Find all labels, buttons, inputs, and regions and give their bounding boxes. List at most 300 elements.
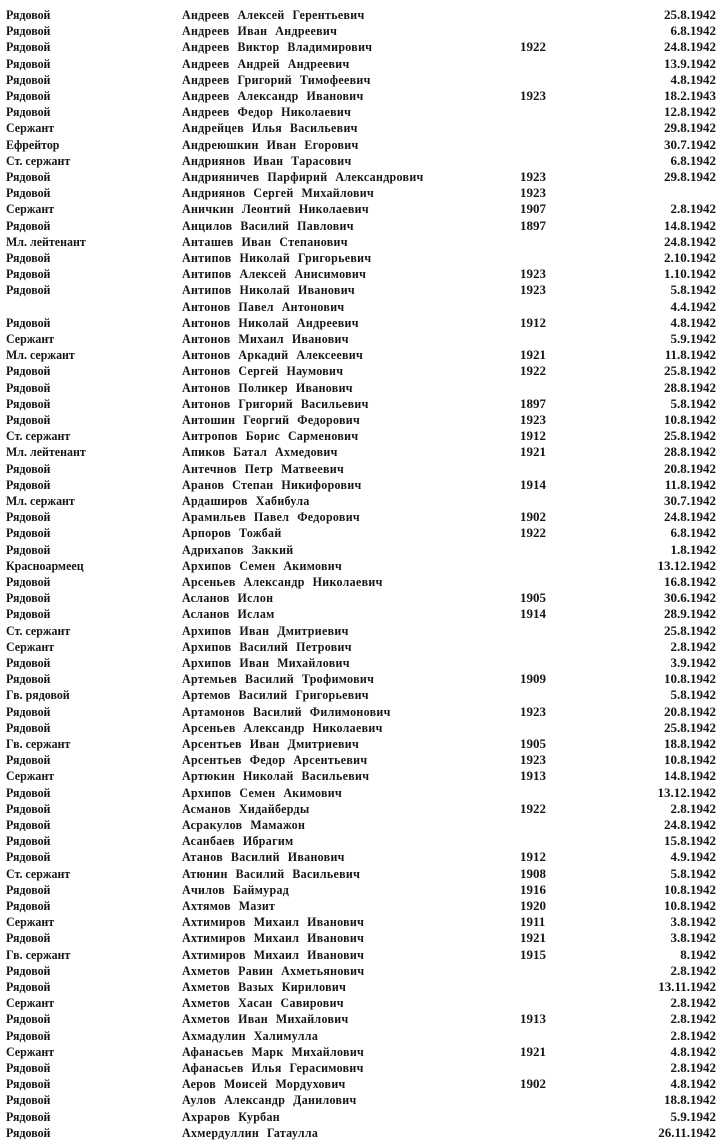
list-row [0,801,723,817]
date-cell: 10.8.1942 [664,671,716,687]
date-cell: 2.8.1942 [670,201,716,217]
year-cell: 1913 [520,768,546,784]
list-row [0,72,723,88]
name-cell: Анташев Иван Степанович [182,233,348,249]
list-row [0,995,723,1011]
list-row [0,704,723,720]
rank-cell: Рядовой [6,250,51,265]
name-cell: Арсентьев Иван Дмитриевич [182,736,360,751]
list-row [0,898,723,914]
year-cell: 1923 [520,703,546,719]
date-cell: 13.12.1942 [657,557,716,573]
list-row [0,1109,723,1125]
year-cell: 1912 [520,428,546,444]
year-cell: 1907 [520,201,546,217]
date-cell: 2.8.1942 [670,995,716,1011]
year-cell: 1923 [520,266,546,282]
list-row [0,315,723,331]
name-cell: Антипов Алексей Анисимович [182,266,367,282]
date-cell: 2.8.1942 [670,962,716,978]
name-cell: Андреев Алексей Герентьевич [182,7,365,22]
list-row [0,120,723,136]
name-cell: Ахраров Курбан [182,1108,281,1124]
name-cell: Арсеньев Александр Николаевич [182,574,383,589]
list-row [0,461,723,477]
list-row [0,1028,723,1044]
name-cell: Антонов Аркадий Алексеевич [182,347,364,363]
rank-cell: Ст. сержант [6,152,71,168]
list-row [0,558,723,574]
name-cell: Ахметов Вазых Кирилович [182,979,347,994]
name-cell: Ахмадулин Халимулла [182,1027,319,1043]
name-cell: Антечнов Петр Матвеевич [182,460,345,476]
rank-cell: Красноармеец [6,557,84,573]
list-row [0,914,723,930]
name-cell: Ахтимиров Михаил Иванович [182,930,365,946]
name-cell: Атюнин Василий Васильевич [182,865,361,881]
rank-cell: Ефрейтор [6,136,60,152]
name-cell: Андреев Александр Иванович [182,88,364,103]
name-cell: Асанбаев Ибрагим [182,833,294,849]
list-row [0,201,723,217]
rank-cell: Рядовой [6,800,51,816]
year-cell: 1922 [520,39,546,55]
name-cell: Ардаширов Хабибула [182,493,310,508]
name-cell: Андреев Андрей Андреевич [182,55,350,71]
name-cell: Атанов Василий Иванович [182,849,345,865]
list-row [0,477,723,493]
year-cell: 1922 [520,800,546,816]
list-row [0,833,723,849]
year-cell: 1908 [520,865,546,881]
list-row [0,493,723,509]
list-row [0,590,723,606]
rank-cell: Рядовой [6,55,51,71]
date-cell: 25.8.1942 [664,363,716,379]
name-cell: Адрихапов Заккий [182,541,294,557]
date-cell: 25.8.1942 [664,719,716,735]
date-cell: 11.8.1942 [664,476,716,492]
rank-cell: Рядовой [6,784,51,800]
list-row [0,88,723,104]
name-cell: Аулов Александр Данилович [182,1092,357,1108]
name-cell: Ахметов Хасан Савирович [182,995,344,1011]
year-cell: 1920 [520,898,546,913]
name-cell: Арпоров Тожбай [182,525,282,541]
date-cell: 4.9.1942 [670,849,716,865]
date-cell: 13.11.1942 [658,979,716,994]
rank-cell: Рядовой [6,509,51,525]
date-cell: 4.4.1942 [670,298,716,314]
list-row [0,671,723,687]
name-cell: Артамонов Василий Филимонович [182,703,391,719]
list-row [0,282,723,298]
date-cell: 2.8.1942 [670,1060,716,1075]
year-cell: 1922 [520,363,546,379]
name-cell: Андрияничев Парфирий Александрович [182,169,424,184]
rank-cell: Рядовой [6,412,51,427]
year-cell: 1923 [520,169,546,184]
list-row [0,866,723,882]
rank-cell: Рядовой [6,525,51,541]
name-cell: Антропов Борис Сарменович [182,428,359,444]
list-row [0,1092,723,1108]
name-cell: Андреев Григорий Тимофеевич [182,71,371,87]
year-cell: 1921 [520,930,546,946]
year-cell: 1911 [520,914,546,930]
year-cell: 1922 [520,525,546,541]
rank-cell: Рядовой [6,282,51,298]
rank-cell: Мл. лейтенант [6,444,86,460]
name-cell: Антонов Поликер Иванович [182,379,353,395]
date-cell: 24.8.1942 [664,509,716,525]
year-cell: 1923 [520,185,546,201]
rank-cell: Рядовой [6,703,51,719]
list-row [0,525,723,541]
list-row [0,655,723,671]
rank-cell: Рядовой [6,1076,51,1092]
rank-cell: Рядовой [6,671,51,687]
rank-cell: Мл. сержант [6,493,75,508]
name-cell: Анцилов Василий Павлович [182,217,354,233]
date-cell: 13.9.1942 [664,55,716,71]
list-row [0,1011,723,1027]
list-row [0,412,723,428]
date-cell: 4.8.1942 [670,314,716,330]
rank-cell: Рядовой [6,39,51,55]
date-cell: 12.8.1942 [664,104,716,120]
rank-cell: Рядовой [6,1027,51,1043]
list-row [0,752,723,768]
date-cell: 14.8.1942 [664,217,716,233]
rank-cell: Рядовой [6,752,51,768]
list-row [0,7,723,23]
list-row [0,574,723,590]
date-cell: 30.6.1942 [664,590,716,606]
rank-cell: Сержант [6,120,55,136]
name-cell: Аранов Степан Никифорович [182,476,362,492]
rank-cell: Рядовой [6,881,51,897]
list-row [0,137,723,153]
year-cell: 1923 [520,88,546,103]
rank-cell: Рядовой [6,719,51,735]
list-row [0,380,723,396]
list-row [0,1060,723,1076]
date-cell: 26.11.1942 [658,1124,716,1140]
date-cell: 4.8.1942 [670,1076,716,1092]
list-row [0,185,723,201]
name-cell: Архипов Иван Дмитриевич [182,622,349,638]
list-row [0,250,723,266]
date-cell: 20.8.1942 [664,460,716,476]
year-cell: 1921 [520,347,546,363]
year-cell: 1914 [520,476,546,492]
rank-cell: Рядовой [6,185,51,201]
date-cell: 25.8.1942 [664,428,716,444]
date-cell: 2.8.1942 [670,800,716,816]
rank-cell: Гв. сержант [6,946,71,962]
date-cell: 5.8.1942 [670,282,716,298]
date-cell: 2.8.1942 [670,1027,716,1043]
name-cell: Антонов Михаил Иванович [182,331,349,346]
rank-cell: Рядовой [6,88,51,103]
name-cell: Асланов Ислам [182,606,275,622]
rank-cell: Рядовой [6,1011,51,1027]
name-cell: Андрейцев Илья Васильевич [182,120,358,136]
name-cell: Архипов Семен Акимович [182,784,343,800]
name-cell: Афанасьев Марк Михайлович [182,1043,365,1059]
date-cell: 29.8.1942 [664,120,716,136]
year-cell: 1921 [520,444,546,460]
date-cell: 30.7.1942 [664,493,716,508]
rank-cell: Рядовой [6,23,51,39]
year-cell: 1923 [520,752,546,768]
name-cell: Ахтямов Мазит [182,898,276,913]
name-cell: Антипов Николай Иванович [182,282,355,298]
date-cell: 25.8.1942 [664,7,716,22]
date-cell: 18.8.1942 [664,1092,716,1108]
name-cell: Афанасьев Илья Герасимович [182,1060,364,1075]
date-cell: 24.8.1942 [664,233,716,249]
date-cell: 30.7.1942 [664,136,716,152]
date-cell: 5.9.1942 [670,331,716,346]
date-cell: 29.8.1942 [664,169,716,184]
year-cell: 1916 [520,881,546,897]
name-cell: Артемьев Василий Трофимович [182,671,375,687]
date-cell: 18.8.1942 [664,736,716,751]
list-row [0,363,723,379]
rank-cell: Рядовой [6,590,51,606]
rank-cell: Ст. сержант [6,622,71,638]
name-cell: Ахметов Иван Михайлович [182,1011,349,1027]
name-cell: Антонов Григорий Васильевич [182,395,369,411]
rank-cell: Сержант [6,201,55,217]
date-cell: 3.9.1942 [670,655,716,670]
date-cell: 15.8.1942 [664,833,716,849]
date-cell: 13.12.1942 [657,784,716,800]
date-cell: 20.8.1942 [664,703,716,719]
date-cell: 2.8.1942 [670,1011,716,1027]
list-row [0,639,723,655]
year-cell: 1897 [520,395,546,411]
list-row [0,542,723,558]
rank-cell: Рядовой [6,962,51,978]
list-row [0,785,723,801]
list-row [0,1044,723,1060]
list-row [0,234,723,250]
rank-cell: Сержант [6,638,55,654]
rank-cell: Рядовой [6,1108,51,1124]
list-row [0,218,723,234]
name-cell: Андреев Иван Андреевич [182,23,338,39]
date-cell: 16.8.1942 [664,574,716,589]
date-cell: 2.10.1942 [664,250,716,265]
date-cell: 28.9.1942 [664,606,716,622]
name-cell: Андриянов Сергей Михайлович [182,185,375,201]
date-cell: 25.8.1942 [664,622,716,638]
name-cell: Асланов Ислон [182,590,274,606]
date-cell: 5.8.1942 [670,395,716,411]
date-cell: 3.8.1942 [670,930,716,946]
rank-cell: Мл. лейтенант [6,233,86,249]
year-cell: 1915 [520,946,546,962]
name-cell: Ахметов Равин Ахметьянович [182,962,365,978]
list-row [0,396,723,412]
name-cell: Апиков Батал Ахмедович [182,444,338,460]
rank-cell: Гв. сержант [6,736,71,751]
rank-cell: Рядовой [6,574,51,589]
rank-cell: Рядовой [6,395,51,411]
date-cell: 6.8.1942 [670,23,716,39]
list-row [0,169,723,185]
year-cell: 1909 [520,671,546,687]
date-cell: 3.8.1942 [670,914,716,930]
name-cell: Ахтимиров Михаил Иванович [182,946,365,962]
year-cell: 1902 [520,1076,546,1092]
name-cell: Антонов Николай Андреевич [182,314,359,330]
rank-cell: Рядовой [6,655,51,670]
year-cell: 1913 [520,1011,546,1027]
rank-cell: Рядовой [6,833,51,849]
year-cell: 1921 [520,1043,546,1059]
name-cell: Аеров Моисей Мордухович [182,1076,346,1092]
date-cell: 10.8.1942 [664,881,716,897]
date-cell: 18.2.1943 [664,88,716,103]
name-cell: Архипов Иван Михайлович [182,655,350,670]
name-cell: Андриянов Иван Тарасович [182,152,352,168]
list-row [0,947,723,963]
rank-cell: Рядовой [6,7,51,22]
name-cell: Арсентьев Федор Арсентьевич [182,752,368,768]
rank-cell: Мл. сержант [6,347,75,363]
name-cell: Ахмердуллин Гатаулла [182,1124,319,1140]
name-cell: Антипов Николай Григорьевич [182,250,372,265]
name-cell: Андреев Федор Николаевич [182,104,352,120]
list-row [0,347,723,363]
name-cell: Асманов Хидайберды [182,800,310,816]
list-row [0,882,723,898]
date-cell: 4.8.1942 [670,71,716,87]
rank-cell: Рядовой [6,1124,51,1140]
rank-cell: Рядовой [6,363,51,379]
list-row [0,1076,723,1092]
list-row [0,39,723,55]
name-cell: Арсеньев Александр Николаевич [182,719,383,735]
date-cell: 14.8.1942 [664,768,716,784]
list-row [0,817,723,833]
list-row [0,299,723,315]
name-cell: Андреев Виктор Владимирович [182,39,373,55]
date-cell: 5.9.1942 [670,1108,716,1124]
year-cell: 1912 [520,314,546,330]
rank-cell: Рядовой [6,849,51,865]
rank-cell: Рядовой [6,541,51,557]
date-cell: 1.8.1942 [670,541,716,557]
year-cell: 1914 [520,606,546,622]
rank-cell: Рядовой [6,930,51,946]
year-cell: 1902 [520,509,546,525]
rank-cell: Рядовой [6,379,51,395]
rank-cell: Рядовой [6,1060,51,1075]
rank-cell: Сержант [6,1043,55,1059]
year-cell: 1912 [520,849,546,865]
rank-cell: Рядовой [6,266,51,282]
list-row [0,104,723,120]
list-row [0,331,723,347]
list-row [0,720,723,736]
list-row [0,266,723,282]
year-cell: 1923 [520,282,546,298]
list-row [0,23,723,39]
year-cell: 1923 [520,412,546,427]
date-cell: 6.8.1942 [670,152,716,168]
rank-cell: Сержант [6,995,55,1011]
rank-cell: Ст. сержант [6,865,71,881]
rank-cell: Рядовой [6,979,51,994]
rank-cell: Сержант [6,768,55,784]
name-cell: Арамильев Павел Федорович [182,509,360,525]
name-cell: Архипов Василий Петрович [182,638,352,654]
date-cell: 24.8.1942 [664,817,716,832]
date-cell: 4.8.1942 [670,1043,716,1059]
name-cell: Асракулов Мамажон [182,817,306,832]
date-cell: 28.8.1942 [664,379,716,395]
rank-cell: Рядовой [6,606,51,622]
rank-cell: Сержант [6,914,55,930]
rank-cell: Рядовой [6,314,51,330]
rank-cell: Рядовой [6,817,51,832]
rank-cell: Рядовой [6,898,51,913]
name-cell: Антонов Сергей Наумович [182,363,344,379]
rank-cell: Рядовой [6,169,51,184]
list-row [0,606,723,622]
name-cell: Ачилов Баймурад [182,881,290,897]
year-cell: 1897 [520,217,546,233]
date-cell: 5.8.1942 [670,865,716,881]
list-row [0,444,723,460]
date-cell: 28.8.1942 [664,444,716,460]
rank-cell: Рядовой [6,476,51,492]
date-cell: 24.8.1942 [664,39,716,55]
list-row [0,428,723,444]
name-cell: Андреюшкин Иван Егорович [182,136,359,152]
date-cell: 10.8.1942 [664,412,716,427]
name-cell: Аничкин Леонтий Николаевич [182,201,369,217]
date-cell: 1.10.1942 [664,266,716,282]
date-cell: 6.8.1942 [670,525,716,541]
name-cell: Артемов Василий Григорьевич [182,687,369,703]
list-row [0,736,723,752]
list-row [0,1125,723,1141]
date-cell: 2.8.1942 [670,638,716,654]
list-row [0,623,723,639]
rank-cell: Сержант [6,331,55,346]
list-row [0,979,723,995]
rank-cell: Ст. сержант [6,428,71,444]
rank-cell: Рядовой [6,1092,51,1108]
name-cell: Архипов Семен Акимович [182,557,343,573]
list-row [0,153,723,169]
rank-cell: Гв. рядовой [6,687,70,703]
list-row [0,849,723,865]
date-cell: 5.8.1942 [670,687,716,703]
list-row [0,768,723,784]
name-cell: Антонов Павел Антонович [182,298,345,314]
date-cell: 11.8.1942 [664,347,716,363]
list-row [0,930,723,946]
list-row [0,56,723,72]
name-cell: Антошин Георгий Федорович [182,412,361,427]
